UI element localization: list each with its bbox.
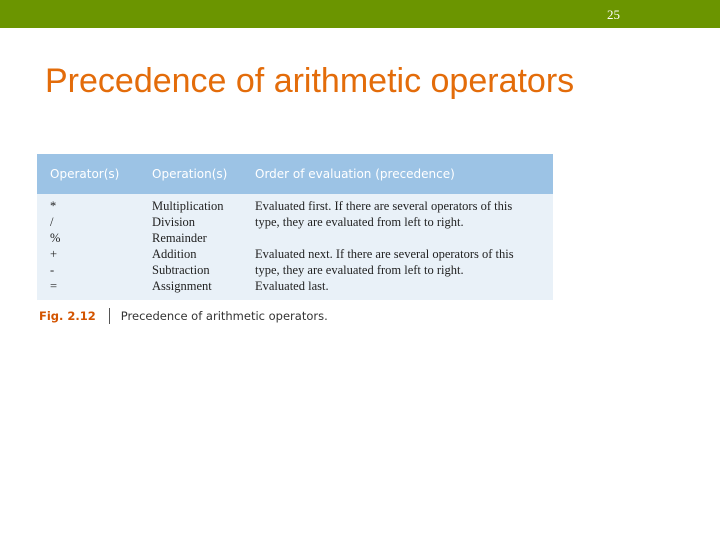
figure	[37, 154, 553, 325]
operation-name: Multiplication	[152, 199, 224, 213]
operation-name: Assignment	[152, 279, 212, 293]
evaluation-order-cell: Evaluated first. If there are several operators of this type, they are evaluated from left to right.	[255, 199, 513, 229]
operators-cell	[37, 278, 139, 300]
operators-cell	[37, 246, 139, 278]
operator-symbol: -	[50, 263, 55, 277]
table-row	[37, 278, 553, 300]
operation-name: Division	[152, 215, 196, 229]
operation-name: Remainder	[152, 231, 207, 245]
figure-caption	[37, 307, 553, 325]
slide-title: Precedence of arithmetic operators	[45, 62, 575, 100]
caption-divider	[109, 308, 110, 324]
header-evaluation-order: Order of evaluation (precedence)	[242, 154, 553, 194]
header-operators: Operator(s)	[37, 154, 139, 194]
caption-text: Precedence of arithmetic operators.	[120, 309, 328, 323]
operators-cell	[37, 194, 139, 246]
page-number: 25	[607, 7, 620, 22]
table-row	[37, 246, 553, 278]
table-row	[37, 194, 553, 246]
operation-name: Addition	[152, 247, 197, 261]
operator-symbol: *	[50, 199, 57, 213]
operations-cell	[139, 246, 242, 278]
operations-cell	[139, 278, 242, 300]
operation-name: Subtraction	[152, 263, 210, 277]
operator-symbol: +	[50, 247, 58, 261]
operator-symbol: =	[50, 279, 58, 293]
evaluation-order-cell: Evaluated last.	[255, 279, 329, 293]
header-operations: Operation(s)	[139, 154, 242, 194]
operations-cell	[139, 194, 242, 246]
evaluation-order-cell: Evaluated next. If there are several operators of this type, they are evaluated from left to right.	[255, 247, 514, 277]
top-bar	[0, 0, 720, 28]
table-header-row	[37, 154, 553, 194]
operator-symbol: /	[50, 215, 54, 229]
operator-symbol: %	[50, 231, 61, 245]
figure-label: Fig. 2.12	[39, 309, 96, 323]
operator-precedence-table	[37, 154, 553, 300]
